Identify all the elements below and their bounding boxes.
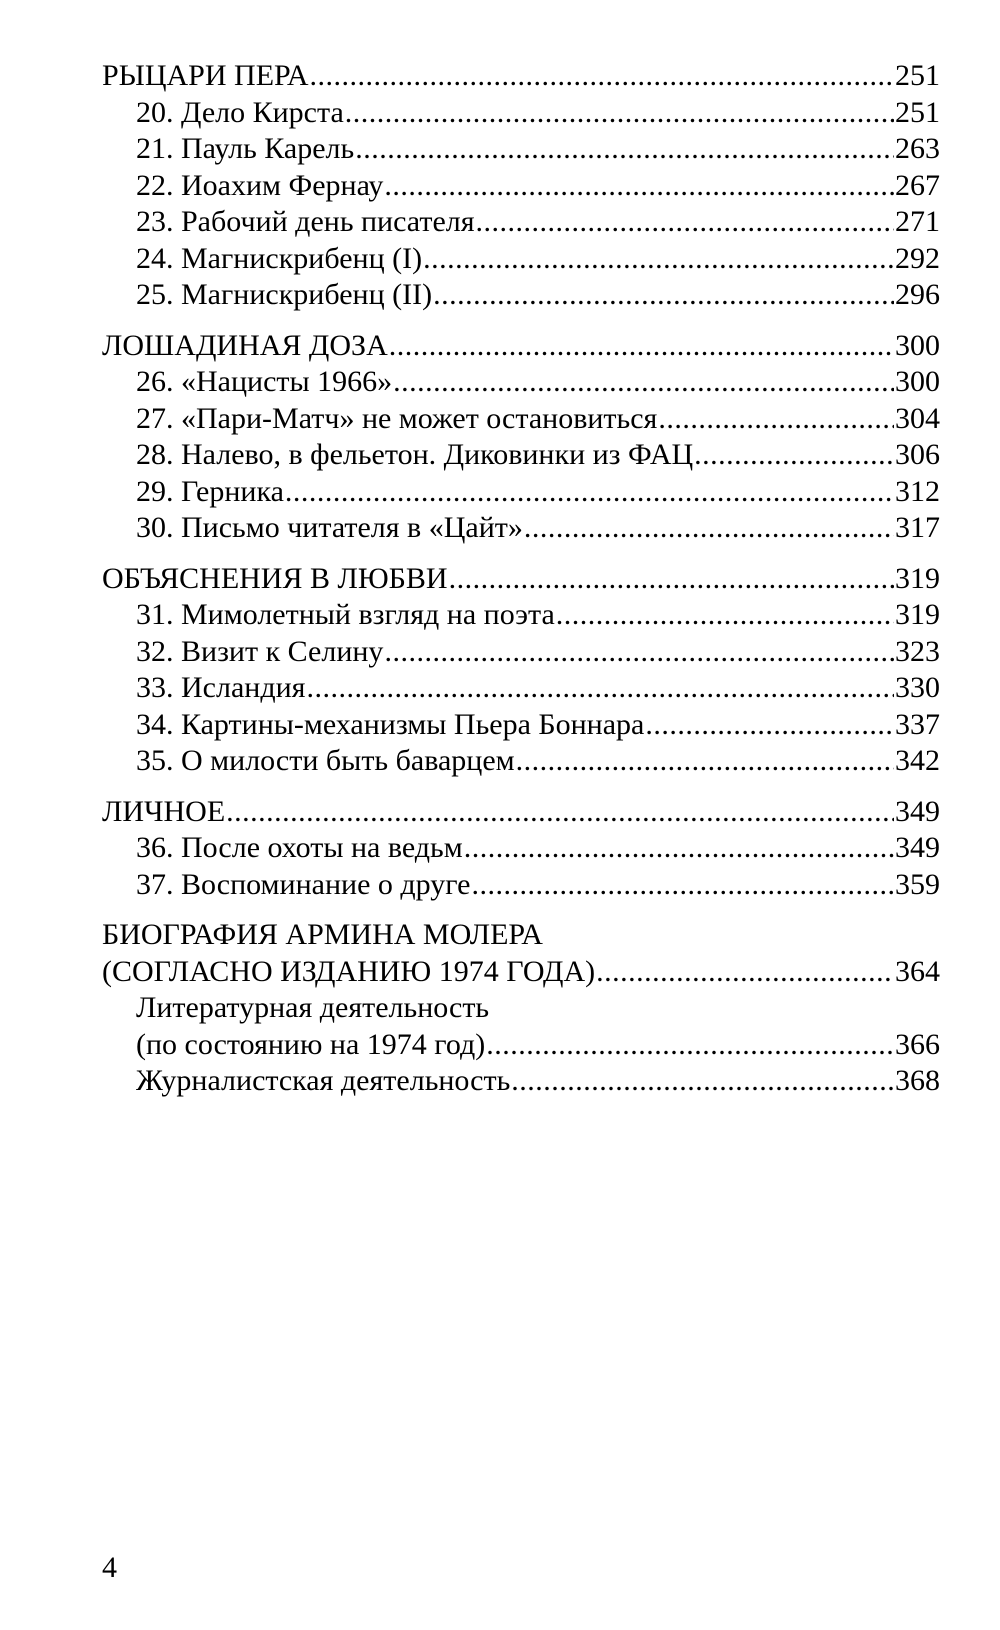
- toc-chapter-row: [102, 241, 940, 278]
- chapter-title: 33. Исландия: [136, 671, 306, 704]
- toc-chapter-row: [102, 597, 940, 634]
- page-ref: 342: [895, 744, 940, 777]
- page-ref: 319: [895, 598, 940, 631]
- toc-section-row: [102, 561, 940, 598]
- toc-chapter-row: [102, 277, 940, 314]
- section-title: ЛИЧНОЕ: [102, 794, 226, 828]
- chapter-title: 31. Мимолетный взгляд на поэта: [136, 598, 555, 631]
- page-ref: 296: [895, 278, 940, 311]
- page-ref: 349: [895, 794, 940, 828]
- chapter-title: 32. Визит к Селину: [136, 634, 384, 668]
- toc-section-row: [102, 794, 940, 831]
- chapter-title: 20. Дело Кирста: [136, 95, 344, 129]
- chapter-title: Журналистская деятельность: [136, 1064, 511, 1097]
- toc-chapter-row: [102, 867, 940, 904]
- page-ref: 306: [895, 438, 940, 471]
- page-ref: 251: [895, 59, 940, 92]
- dot-leader: [345, 95, 894, 132]
- chapter-title: 23. Рабочий день писателя: [136, 205, 475, 238]
- toc-chapter-row: [102, 437, 940, 474]
- toc-chapter-row: [102, 401, 940, 438]
- dot-leader: [226, 794, 894, 831]
- toc-chapter-row: [102, 510, 940, 547]
- dot-leader: [524, 510, 894, 547]
- section-title: РЫЦАРИ ПЕРА: [102, 59, 309, 92]
- toc-chapter-row: [102, 707, 940, 744]
- dot-leader: [433, 277, 894, 314]
- page-ref: 300: [895, 365, 940, 398]
- page-ref: 271: [895, 205, 940, 238]
- chapter-title: 22. Иоахим Фернау: [136, 168, 384, 202]
- page-ref: 300: [895, 328, 940, 362]
- chapter-title: 25. Магнискрибенц (II): [136, 278, 433, 311]
- chapter-title: 27. «Пари-Матч» не может остановиться: [136, 401, 658, 435]
- toc-chapter-row: [102, 670, 940, 707]
- section-title: (СОГЛАСНО ИЗДАНИЮ 1974 ГОДА): [102, 954, 596, 988]
- dot-leader: [511, 1063, 894, 1100]
- page-ref: 317: [895, 511, 940, 544]
- toc-section-row: [102, 58, 940, 95]
- toc-section-row: [102, 954, 940, 991]
- toc-section-row: [102, 328, 940, 365]
- page-ref: 312: [895, 474, 940, 508]
- dot-leader: [389, 328, 894, 365]
- page-ref: 364: [895, 954, 940, 988]
- dot-leader: [393, 364, 894, 401]
- toc-chapter-row: [102, 830, 940, 867]
- chapter-title: 29. Герника: [136, 474, 284, 508]
- table-of-contents: [102, 58, 940, 1100]
- dot-leader: [285, 474, 894, 511]
- chapter-title: (по состоянию на 1974 год): [136, 1027, 486, 1061]
- dot-leader: [658, 401, 894, 438]
- toc-chapter-row: [102, 634, 940, 671]
- dot-leader: [464, 830, 894, 867]
- dot-leader: [556, 597, 894, 634]
- toc-chapter-row: [102, 1063, 940, 1100]
- chapter-title: 26. «Нацисты 1966»: [136, 365, 393, 398]
- page-ref: 323: [895, 634, 940, 668]
- dot-leader: [486, 1027, 894, 1064]
- chapter-title: 37. Воспоминание о друге: [136, 867, 471, 901]
- chapter-title: 35. О милости быть баварцем: [136, 744, 515, 777]
- toc-chapter-row: [102, 95, 940, 132]
- dot-leader: [355, 131, 894, 168]
- page-number: 4: [102, 1551, 117, 1584]
- section-title-line: БИОГРАФИЯ АРМИНА МОЛЕРА: [102, 918, 543, 951]
- dot-leader: [306, 670, 894, 707]
- toc-chapter-row: [102, 743, 940, 780]
- dot-leader: [384, 168, 894, 205]
- toc-chapter-row: [102, 1027, 940, 1064]
- page-ref: 267: [895, 168, 940, 202]
- chapter-title: 36. После охоты на ведьм: [136, 831, 463, 864]
- page-ref: 319: [895, 561, 940, 595]
- chapter-title: 28. Налево, в фельетон. Диковинки из ФАЦ: [136, 438, 694, 471]
- page-ref: 368: [895, 1064, 940, 1097]
- page-ref: 263: [895, 132, 940, 165]
- chapter-title: 34. Картины-механизмы Пьера Боннара: [136, 707, 645, 741]
- dot-leader: [449, 561, 894, 598]
- chapter-title-line: Литературная деятельность: [136, 991, 490, 1024]
- page-ref: 251: [895, 95, 940, 129]
- chapter-title: 30. Письмо читателя в «Цайт»: [136, 511, 523, 544]
- toc-chapter-row: [102, 131, 940, 168]
- dot-leader: [596, 954, 894, 991]
- page-ref: 292: [895, 241, 940, 275]
- page-ref: 304: [895, 401, 940, 435]
- page-ref: 366: [895, 1027, 940, 1061]
- page-ref: 349: [895, 831, 940, 864]
- dot-leader: [694, 437, 894, 474]
- toc-chapter-row: [102, 364, 940, 401]
- page-ref: 337: [895, 707, 940, 741]
- toc-chapter-row: [102, 168, 940, 205]
- dot-leader: [516, 743, 894, 780]
- chapter-title: 21. Пауль Карель: [136, 132, 355, 165]
- section-title: ОБЪЯСНЕНИЯ В ЛЮБВИ: [102, 561, 448, 595]
- page-ref: 330: [895, 671, 940, 704]
- section-title: ЛОШАДИНАЯ ДОЗА: [102, 328, 388, 362]
- chapter-title: 24. Магнискрибенц (I): [136, 241, 423, 275]
- dot-leader: [476, 204, 894, 241]
- dot-leader: [645, 707, 894, 744]
- dot-leader: [471, 867, 894, 904]
- dot-leader: [384, 634, 894, 671]
- dot-leader: [423, 241, 894, 278]
- toc-chapter-row: [102, 204, 940, 241]
- dot-leader: [310, 58, 894, 95]
- toc-chapter-row: [102, 474, 940, 511]
- page-ref: 359: [895, 867, 940, 901]
